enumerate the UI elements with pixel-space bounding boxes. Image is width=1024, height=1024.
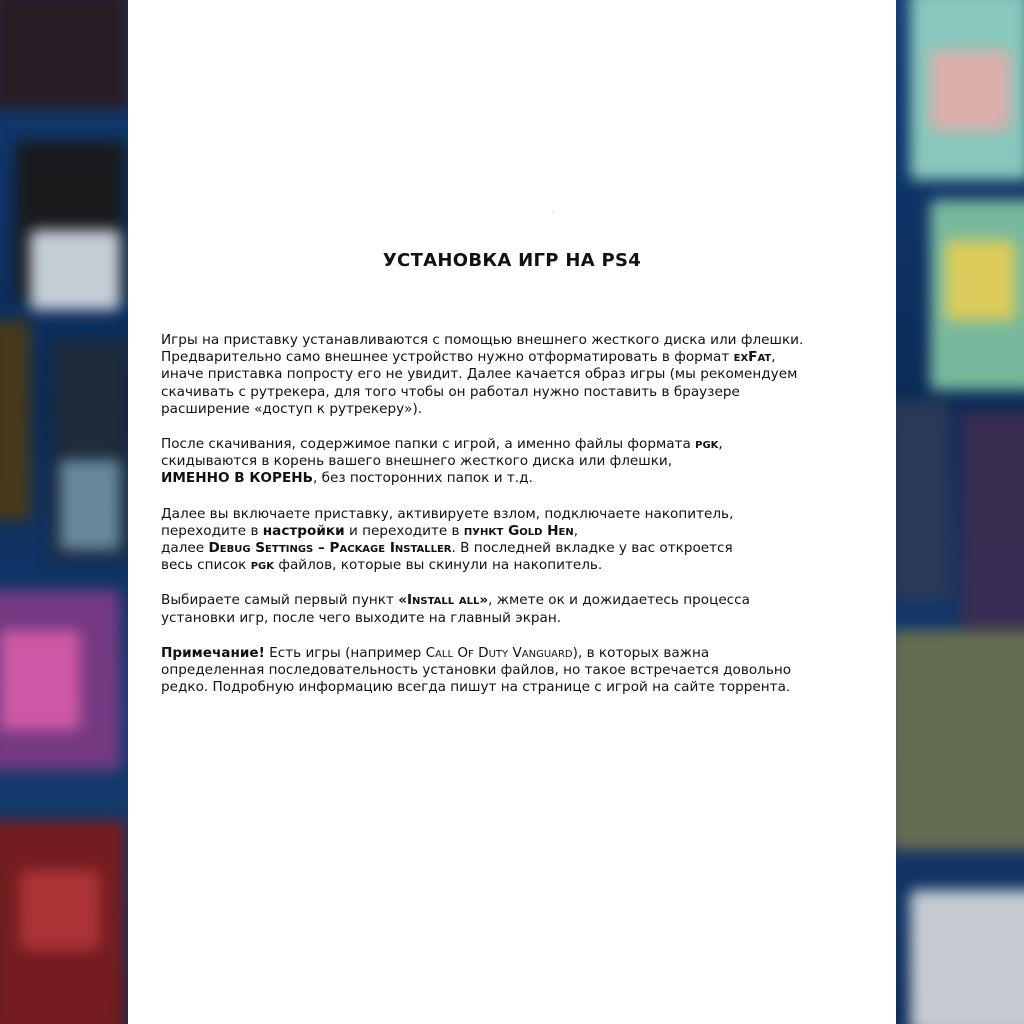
text-segment: скачивать с рутрекера, для того чтобы он работал нужно поставить в браузере xyxy=(161,383,740,400)
small-caps-bold-text: «Install all» xyxy=(398,592,489,609)
text-line xyxy=(161,436,873,453)
text-segment: Предварительно само внешнее устройство нужно отформатировать в формат xyxy=(161,349,734,366)
text-segment: После скачивания, содержимое папки с игрой, а именно файлы формата xyxy=(161,436,696,453)
paragraph xyxy=(161,506,873,575)
text-segment: переходите в xyxy=(161,522,263,539)
text-segment: Далее вы включаете приставку, активируете взлом, подключаете накопитель, xyxy=(161,505,734,522)
text-line xyxy=(161,332,873,349)
text-segment: Выбираете самый первый пункт xyxy=(161,592,399,609)
text-segment: определенная последовательность установки файлов, но такое встречается довольно xyxy=(161,662,792,679)
text-line xyxy=(161,592,873,609)
text-segment: редко. Подробную информацию всегда пишут на странице с игрой на сайте торрента. xyxy=(161,679,791,696)
paragraph xyxy=(161,332,873,418)
text-line xyxy=(161,679,873,696)
text-segment: , xyxy=(573,522,579,539)
text-segment: , без посторонних папок и т.д. xyxy=(312,470,533,487)
document-body xyxy=(161,332,873,714)
text-segment: Игры на приставку устанавливаются с помощью внешнего жесткого диска или флешки. xyxy=(161,332,804,348)
text-segment: Есть игры (например xyxy=(264,644,426,661)
text-line xyxy=(161,366,873,383)
document-title: УСТАНОВКА ИГР НА PS4 xyxy=(382,250,642,271)
text-segment: установки игр, после чего выходите на главный экран. xyxy=(161,609,562,626)
text-segment: ), в которых важна xyxy=(572,644,710,661)
background-left-tiles xyxy=(0,0,140,1024)
text-line xyxy=(161,557,873,574)
text-line xyxy=(161,610,873,627)
text-segment: , xyxy=(771,349,776,366)
text-line xyxy=(161,540,873,557)
bold-text: настройки xyxy=(262,522,345,539)
text-segment: далее xyxy=(161,540,209,557)
document-page xyxy=(128,0,896,1024)
text-segment: иначе приставка попросту его не увидит. Далее качается образ игры (мы рекомендуем xyxy=(161,366,798,383)
text-line xyxy=(161,470,873,487)
small-caps-bold-text: pgk xyxy=(695,436,719,453)
text-line xyxy=(161,645,873,662)
paragraph xyxy=(161,436,873,488)
paragraph xyxy=(161,645,873,697)
text-segment: файлов, которые вы скинули на накопитель. xyxy=(274,557,603,574)
paragraph xyxy=(161,592,873,626)
text-line xyxy=(161,453,873,470)
text-segment: расширение «доступ к рутрекеру»). xyxy=(161,400,423,417)
small-caps-bold-text: pgk xyxy=(250,557,274,574)
text-segment: и переходите в xyxy=(344,522,464,539)
small-caps-bold-text: exFat xyxy=(733,349,772,366)
small-caps-bold-text: пункт Gold Hen xyxy=(463,522,574,539)
text-segment: весь список xyxy=(161,557,251,574)
bold-text: ИМЕННО В КОРЕНЬ xyxy=(161,470,313,487)
bold-text: Примечание! xyxy=(161,644,265,661)
text-line xyxy=(161,401,873,418)
small-caps-text: Call Of Duty Vanguard xyxy=(425,644,573,661)
text-line xyxy=(161,662,873,679)
text-line xyxy=(161,523,873,540)
text-segment: , xyxy=(718,436,723,453)
text-line xyxy=(161,349,873,366)
text-segment: , жмете ок и дожидаетесь процесса xyxy=(488,592,750,609)
text-segment: . В последней вкладке у вас откроется xyxy=(451,540,733,557)
small-caps-bold-text: Debug Settings – Package Installer xyxy=(208,540,452,557)
text-segment: скидываются в корень вашего внешнего жесткого диска или флешки, xyxy=(161,453,673,470)
text-line xyxy=(161,384,873,401)
text-line xyxy=(161,506,873,523)
background-right-tiles xyxy=(890,0,1024,1024)
